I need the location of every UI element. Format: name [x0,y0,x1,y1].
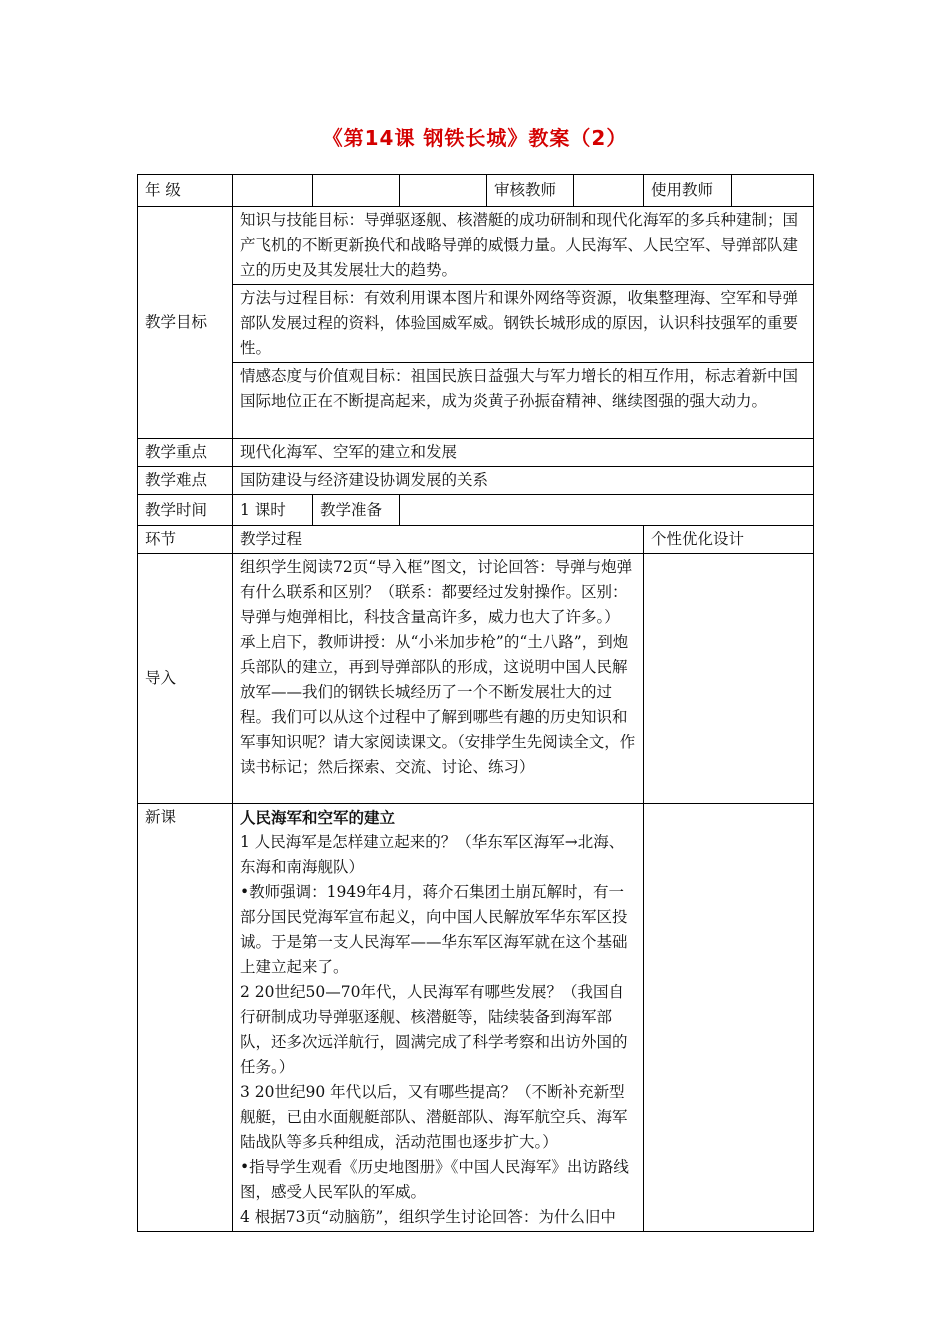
section-heading: 人民海军和空军的建立 [240,808,396,827]
objectives-row-method [138,285,814,363]
process-header: 教学过程 [233,526,644,554]
lesson-paragraph: 4 根据73页“动脑筋”，组织学生讨论回答：为什么旧中 [240,1208,616,1226]
new-lesson-design-cell [644,804,814,1232]
intro-label: 导入 [138,554,233,804]
new-lesson-row [138,804,814,1232]
page-title: 《第14课 钢铁长城》教案（2） [322,126,628,150]
lesson-paragraph: •指导学生观看《历史地图册》《中国人民海军》出访路线图，感受人民军队的军威。 [240,1158,629,1201]
difficulty-value: 国防建设与经济建设协调发展的关系 [233,467,814,495]
user-value-cell [732,175,814,207]
lesson-paragraph: 3 20世纪90 年代以后，又有哪些提高？（不断补充新型舰艇，已由水面舰艇部队、潜艇部队、海军航空兵、海军陆战队等多兵种组成，活动范围也逐步扩大。） [240,1083,628,1151]
blank-cell [400,175,487,207]
key-point-label: 教学重点 [138,439,233,467]
key-point-row [138,439,814,467]
lesson-paragraph: 2 20世纪50—70年代，人民海军有哪些发展？（我国自行研制成功导弹驱逐舰、核潜艇等，陆续装备到海军部队，还多次远洋航行，圆满完成了科学考察和出访外国的任务。） [240,983,628,1076]
intro-design-cell [644,554,814,804]
user-label: 使用教师 [644,175,732,207]
knowledge-objective: 知识与技能目标：导弹驱逐舰、核潜艇的成功研制和现代化海军的多兵种建制；国产飞机的不断更新换代和战略导弹的威慑力量。人民海军、人民空军、导弹部队建立的历史及其发展壮大的趋势。 [233,207,814,285]
difficulty-row [138,467,814,495]
grade-value-cell [233,175,313,207]
process-header-row [138,526,814,554]
intro-content [233,554,644,804]
grade-label: 年 级 [138,175,233,207]
method-objective: 方法与过程目标：有效利用课本图片和课外网络等资源，收集整理海、空军和导弹部队发展过程的资料，体验国威军威。钢铁长城形成的原因，认识科技强军的重要性。 [233,285,814,363]
intro-paragraph: 承上启下，教师讲授：从“小米加步枪”的“土八路”，到炮兵部队的建立，再到导弹部队的形成，这说明中国人民解放军——我们的钢铁长城经历了一个不断发展壮大的过程。我们可以从这个过程中了解到哪些有趣的历史知识和军事知识呢？请大家阅读课文。（安排学生先阅读全文，作读书标记；然后探索、交流、讨论、练习） [240,633,636,776]
objectives-label: 教学目标 [138,207,233,439]
time-value: 1 课时 [233,495,313,526]
objectives-row-knowledge [138,207,814,285]
lesson-paragraph: 1 人民海军是怎样建立起来的？（华东军区海军→北海、东海和南海舰队） [240,833,625,876]
new-lesson-label: 新课 [138,804,233,1232]
stage-header: 环节 [138,526,233,554]
emotion-objective: 情感态度与价值观目标：祖国民族日益强大与军力增长的相互作用，标志着新中国国际地位正在不断提高起来，成为炎黄子孙振奋精神、继续图强的强大动力。 [233,363,814,439]
difficulty-label: 教学难点 [138,467,233,495]
prep-label: 教学准备 [313,495,400,526]
intro-row [138,554,814,804]
intro-paragraph: 组织学生阅读72页“导入框”图文，讨论回答：导弹与炮弹有什么联系和区别？（联系：都要经过发射操作。区别：导弹与炮弹相比，科技含量高许多，威力也大了许多。） [240,558,633,626]
design-header: 个性优化设计 [644,526,814,554]
lesson-plan-table [137,174,814,1232]
objectives-row-emotion [138,363,814,439]
lesson-paragraph: •教师强调：1949年4月，蒋介石集团土崩瓦解时，有一部分国民党海军宣布起义，向中国人民解放军华东军区投诚。于是第一支人民海军——华东军区海军就在这个基础上建立起来了。 [240,883,628,976]
blank-cell [313,175,400,207]
time-row [138,495,814,526]
key-point-value: 现代化海军、空军的建立和发展 [233,439,814,467]
time-label: 教学时间 [138,495,233,526]
reviewer-label: 审核教师 [487,175,574,207]
prep-value-cell [400,495,814,526]
reviewer-value-cell [574,175,644,207]
header-row [138,175,814,207]
new-lesson-content [233,804,644,1232]
